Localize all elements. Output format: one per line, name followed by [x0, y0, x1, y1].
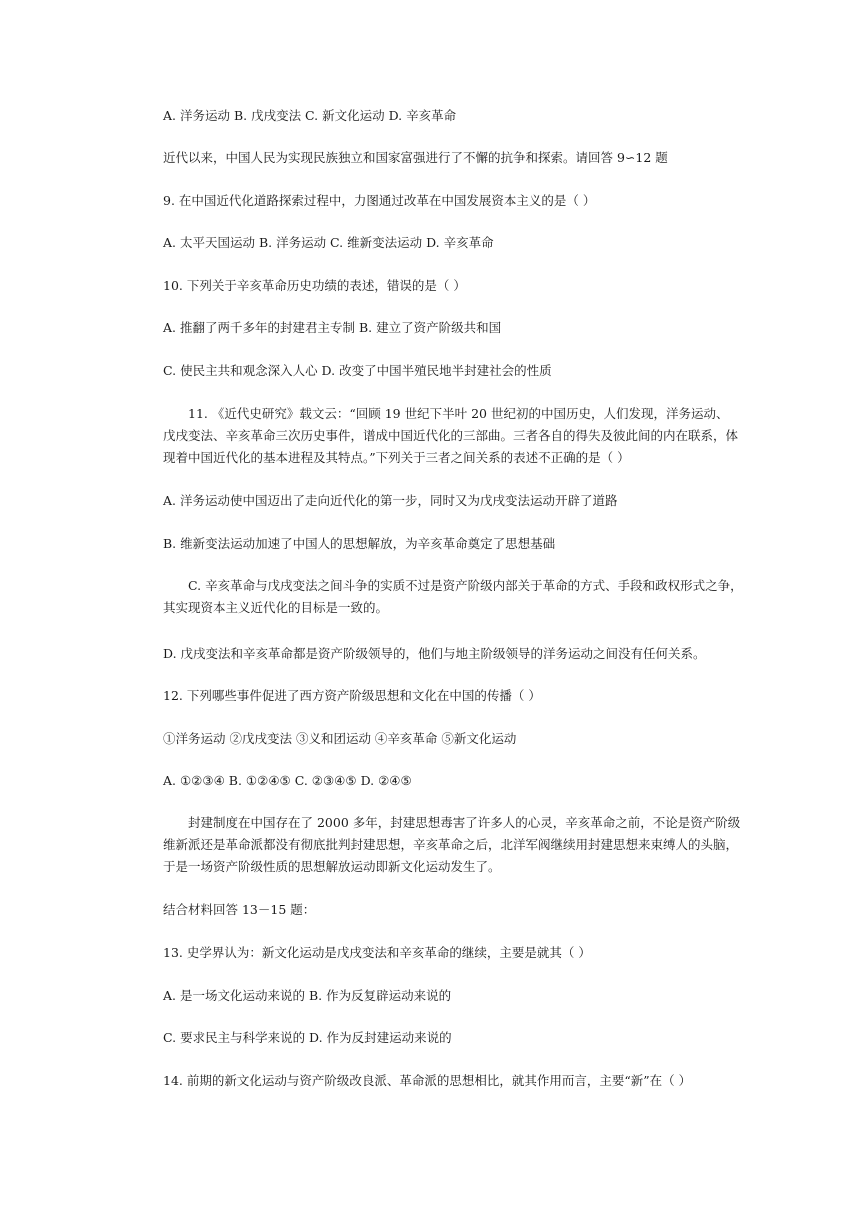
q8-options: A. 洋务运动 B. 戊戌变法 C. 新文化运动 D. 辛亥革命 [163, 108, 457, 123]
q11-c-line: 其实现资本主义近代化的目标是一致的。 [163, 600, 389, 615]
q14-stem: 14. 前期的新文化运动与资产阶级改良派、革命派的思想相比，就其作用而言，主要“新”在（ ） [163, 1073, 692, 1088]
q10-options-cd: C. 使民主共和观念深入人心 D. 改变了中国半殖民地半封建社会的性质 [163, 363, 552, 378]
q12-stem: 12. 下列哪些事件促进了西方资产阶级思想和文化在中国的传播（ ） [163, 688, 541, 703]
q9-stem: 9. 在中国近代化道路探索过程中，力图通过改革在中国发展资本主义的是（ ） [163, 193, 596, 208]
q10-options-ab: A. 推翻了两千多年的封建君主专制 B. 建立了资产阶级共和国 [163, 320, 502, 335]
material-passage [163, 812, 741, 878]
section-intro-9-12: 近代以来，中国人民为实现民族独立和国家富强进行了不懈的抗争和探索。请回答 9∽12 题 [163, 150, 668, 165]
material-line: 封建制度在中国存在了 2000 多年，封建思想毒害了许多人的心灵，辛亥革命之前，不论是资产阶级 [163, 815, 741, 830]
material-line: 于是一场资产阶级性质的思想解放运动即新文化运动发生了。 [163, 859, 501, 874]
q13-options-cd: C. 要求民主与科学来说的 D. 作为反封建运动来说的 [163, 1030, 452, 1045]
q9-options: A. 太平天国运动 B. 洋务运动 C. 维新变法运动 D. 辛亥革命 [163, 235, 494, 250]
q11-line: 11. 《近代史研究》载文云：“回顾 19 世纪下半叶 20 世纪初的中国历史，人们发现，洋务运动、 [163, 406, 729, 421]
q11-line: 现着中国近代化的基本进程及其特点。”下列关于三者之间关系的表述不正确的是（ ） [163, 450, 630, 465]
material-line: 维新派还是革命派都没有彻底批判封建思想，辛亥革命之后，北洋军阀继续用封建思想来束缚人的头脑， [163, 837, 739, 852]
q12-options: A. ①②③④ B. ①②④⑤ C. ②③④⑤ D. ②④⑤ [163, 773, 412, 788]
q12-items: ①洋务运动 ②戊戌变法 ③义和团运动 ④辛亥革命 ⑤新文化运动 [163, 731, 517, 746]
q13-options-ab: A. 是一场文化运动来说的 B. 作为反复辟运动来说的 [163, 988, 452, 1003]
q13-stem: 13. 史学界认为：新文化运动是戊戌变法和辛亥革命的继续，主要是就其（ ） [163, 945, 591, 960]
material-question-intro: 结合材料回答 13－15 题： [163, 902, 316, 917]
q11-option-c [163, 575, 743, 619]
q11-line: 戊戌变法、辛亥革命三次历史事件，谱成中国近代化的三部曲。三者各自的得失及彼此间的内在联系，体 [163, 428, 739, 443]
q11-stem [163, 403, 739, 469]
q11-option-a: A. 洋务运动使中国迈出了走向近代化的第一步，同时又为戊戌变法运动开辟了道路 [163, 493, 618, 508]
q11-c-line: C. 辛亥革命与戊戌变法之间斗争的实质不过是资产阶级内部关于革命的方式、手段和政权形式之争， [163, 578, 743, 593]
q10-stem: 10. 下列关于辛亥革命历史功绩的表述，错误的是（ ） [163, 278, 466, 293]
q11-option-d: D. 戊戌变法和辛亥革命都是资产阶级领导的，他们与地主阶级领导的洋务运动之间没有任何关系。 [163, 646, 706, 661]
q11-option-b: B. 维新变法运动加速了中国人的思想解放，为辛亥革命奠定了思想基础 [163, 536, 556, 551]
